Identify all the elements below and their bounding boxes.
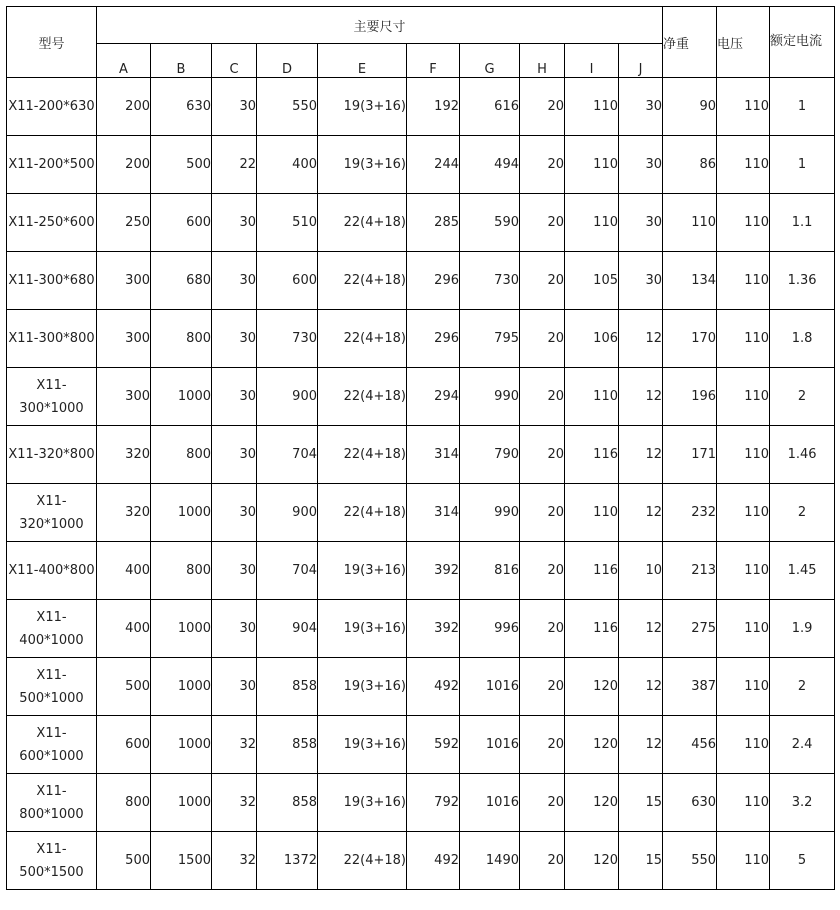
cell-current: 1 [770, 78, 835, 136]
cell-weight: 196 [663, 368, 717, 426]
cell-j: 30 [619, 78, 663, 136]
cell-h: 20 [520, 832, 565, 890]
cell-j: 12 [619, 658, 663, 716]
cell-b: 800 [151, 310, 212, 368]
cell-j: 12 [619, 716, 663, 774]
cell-f: 294 [407, 368, 460, 426]
table-row [7, 484, 835, 542]
model-cell: X11-500*1500 [7, 832, 97, 890]
cell-h: 20 [520, 426, 565, 484]
cell-e: 22(4+18) [318, 426, 407, 484]
cell-voltage: 110 [717, 716, 770, 774]
cell-g: 1016 [460, 658, 520, 716]
cell-f: 492 [407, 832, 460, 890]
table-row [7, 774, 835, 832]
cell-d: 510 [257, 194, 318, 252]
cell-j: 30 [619, 194, 663, 252]
dim-header-j: J [619, 44, 663, 78]
cell-voltage: 110 [717, 252, 770, 310]
cell-f: 314 [407, 484, 460, 542]
cell-a: 200 [97, 136, 151, 194]
cell-weight: 171 [663, 426, 717, 484]
cell-g: 1016 [460, 716, 520, 774]
cell-h: 20 [520, 194, 565, 252]
cell-h: 20 [520, 600, 565, 658]
cell-current: 2 [770, 368, 835, 426]
table-row [7, 426, 835, 484]
main-dimensions-header: 主要尺寸 [97, 7, 663, 44]
cell-j: 12 [619, 426, 663, 484]
cell-weight: 213 [663, 542, 717, 600]
cell-a: 400 [97, 542, 151, 600]
cell-g: 996 [460, 600, 520, 658]
cell-a: 300 [97, 368, 151, 426]
cell-h: 20 [520, 252, 565, 310]
cell-f: 492 [407, 658, 460, 716]
cell-b: 1500 [151, 832, 212, 890]
cell-d: 904 [257, 600, 318, 658]
cell-weight: 134 [663, 252, 717, 310]
cell-voltage: 110 [717, 310, 770, 368]
cell-e: 22(4+18) [318, 310, 407, 368]
cell-h: 20 [520, 78, 565, 136]
cell-current: 2 [770, 658, 835, 716]
cell-a: 500 [97, 832, 151, 890]
cell-d: 858 [257, 774, 318, 832]
cell-g: 816 [460, 542, 520, 600]
cell-d: 550 [257, 78, 318, 136]
cell-f: 296 [407, 252, 460, 310]
cell-g: 990 [460, 368, 520, 426]
cell-i: 120 [565, 716, 619, 774]
dim-header-g: G [460, 44, 520, 78]
cell-g: 590 [460, 194, 520, 252]
cell-current: 5 [770, 832, 835, 890]
cell-current: 1.1 [770, 194, 835, 252]
cell-j: 30 [619, 252, 663, 310]
cell-g: 795 [460, 310, 520, 368]
cell-j: 12 [619, 484, 663, 542]
cell-voltage: 110 [717, 484, 770, 542]
cell-e: 19(3+16) [318, 716, 407, 774]
cell-e: 19(3+16) [318, 78, 407, 136]
cell-a: 300 [97, 310, 151, 368]
cell-i: 110 [565, 78, 619, 136]
cell-f: 792 [407, 774, 460, 832]
cell-weight: 90 [663, 78, 717, 136]
cell-i: 120 [565, 832, 619, 890]
table-row [7, 368, 835, 426]
voltage-header: 电压 [717, 7, 770, 78]
cell-d: 1372 [257, 832, 318, 890]
cell-i: 110 [565, 484, 619, 542]
cell-i: 105 [565, 252, 619, 310]
cell-d: 900 [257, 368, 318, 426]
cell-h: 20 [520, 658, 565, 716]
cell-b: 1000 [151, 484, 212, 542]
cell-current: 1.36 [770, 252, 835, 310]
cell-g: 1490 [460, 832, 520, 890]
cell-i: 106 [565, 310, 619, 368]
cell-e: 19(3+16) [318, 136, 407, 194]
cell-b: 1000 [151, 368, 212, 426]
cell-e: 19(3+16) [318, 600, 407, 658]
cell-f: 314 [407, 426, 460, 484]
cell-e: 19(3+16) [318, 542, 407, 600]
model-cell: X11-200*630 [7, 78, 97, 136]
cell-j: 12 [619, 310, 663, 368]
cell-e: 19(3+16) [318, 774, 407, 832]
weight-header: 净重 [663, 7, 717, 78]
cell-current: 3.2 [770, 774, 835, 832]
dim-header-e: E [318, 44, 407, 78]
cell-a: 400 [97, 600, 151, 658]
cell-b: 800 [151, 426, 212, 484]
cell-i: 110 [565, 194, 619, 252]
dim-header-h: H [520, 44, 565, 78]
cell-d: 858 [257, 716, 318, 774]
cell-c: 22 [212, 136, 257, 194]
table-row [7, 194, 835, 252]
table-row [7, 600, 835, 658]
cell-h: 20 [520, 368, 565, 426]
cell-current: 1.9 [770, 600, 835, 658]
cell-j: 10 [619, 542, 663, 600]
cell-weight: 170 [663, 310, 717, 368]
table-row [7, 78, 835, 136]
cell-e: 22(4+18) [318, 368, 407, 426]
cell-i: 116 [565, 600, 619, 658]
cell-voltage: 110 [717, 600, 770, 658]
cell-f: 392 [407, 542, 460, 600]
table-row [7, 136, 835, 194]
table-row [7, 716, 835, 774]
model-header: 型号 [7, 7, 97, 78]
cell-f: 285 [407, 194, 460, 252]
cell-i: 120 [565, 774, 619, 832]
cell-a: 600 [97, 716, 151, 774]
cell-weight: 456 [663, 716, 717, 774]
cell-f: 392 [407, 600, 460, 658]
cell-a: 250 [97, 194, 151, 252]
cell-a: 800 [97, 774, 151, 832]
cell-c: 30 [212, 658, 257, 716]
cell-b: 500 [151, 136, 212, 194]
cell-b: 1000 [151, 600, 212, 658]
cell-j: 30 [619, 136, 663, 194]
cell-weight: 387 [663, 658, 717, 716]
cell-f: 244 [407, 136, 460, 194]
model-cell: X11-800*1000 [7, 774, 97, 832]
cell-voltage: 110 [717, 774, 770, 832]
cell-c: 30 [212, 194, 257, 252]
cell-d: 900 [257, 484, 318, 542]
cell-g: 790 [460, 426, 520, 484]
cell-voltage: 110 [717, 542, 770, 600]
cell-c: 32 [212, 832, 257, 890]
table-body [7, 78, 835, 890]
cell-weight: 86 [663, 136, 717, 194]
model-cell: X11-320*800 [7, 426, 97, 484]
cell-c: 30 [212, 310, 257, 368]
dim-header-i: I [565, 44, 619, 78]
dim-header-f: F [407, 44, 460, 78]
cell-b: 1000 [151, 716, 212, 774]
cell-i: 116 [565, 426, 619, 484]
table-row [7, 310, 835, 368]
cell-c: 32 [212, 716, 257, 774]
cell-a: 200 [97, 78, 151, 136]
dim-header-d: D [257, 44, 318, 78]
cell-e: 22(4+18) [318, 194, 407, 252]
current-header: 额定电流 [770, 7, 835, 78]
cell-voltage: 110 [717, 136, 770, 194]
model-cell: X11-500*1000 [7, 658, 97, 716]
cell-g: 730 [460, 252, 520, 310]
cell-b: 1000 [151, 658, 212, 716]
cell-i: 110 [565, 136, 619, 194]
spec-table [6, 6, 835, 890]
cell-current: 1.45 [770, 542, 835, 600]
cell-current: 1.8 [770, 310, 835, 368]
cell-d: 600 [257, 252, 318, 310]
cell-voltage: 110 [717, 368, 770, 426]
cell-d: 400 [257, 136, 318, 194]
cell-a: 300 [97, 252, 151, 310]
cell-j: 12 [619, 600, 663, 658]
cell-c: 30 [212, 368, 257, 426]
cell-c: 30 [212, 426, 257, 484]
cell-h: 20 [520, 484, 565, 542]
cell-voltage: 110 [717, 832, 770, 890]
cell-voltage: 110 [717, 426, 770, 484]
cell-a: 320 [97, 426, 151, 484]
model-cell: X11-250*600 [7, 194, 97, 252]
cell-e: 19(3+16) [318, 658, 407, 716]
cell-j: 15 [619, 774, 663, 832]
header-row-top [7, 7, 835, 44]
cell-voltage: 110 [717, 194, 770, 252]
cell-g: 990 [460, 484, 520, 542]
cell-j: 12 [619, 368, 663, 426]
cell-f: 592 [407, 716, 460, 774]
cell-h: 20 [520, 716, 565, 774]
cell-weight: 110 [663, 194, 717, 252]
cell-weight: 275 [663, 600, 717, 658]
dim-header-c: C [212, 44, 257, 78]
cell-voltage: 110 [717, 658, 770, 716]
cell-c: 30 [212, 542, 257, 600]
cell-h: 20 [520, 774, 565, 832]
cell-g: 494 [460, 136, 520, 194]
cell-e: 22(4+18) [318, 252, 407, 310]
cell-i: 116 [565, 542, 619, 600]
cell-f: 192 [407, 78, 460, 136]
cell-current: 1 [770, 136, 835, 194]
model-cell: X11-400*1000 [7, 600, 97, 658]
cell-current: 2.4 [770, 716, 835, 774]
cell-b: 800 [151, 542, 212, 600]
dim-header-b: B [151, 44, 212, 78]
cell-c: 30 [212, 78, 257, 136]
table-row [7, 252, 835, 310]
cell-i: 110 [565, 368, 619, 426]
cell-b: 680 [151, 252, 212, 310]
model-cell: X11-300*680 [7, 252, 97, 310]
cell-a: 500 [97, 658, 151, 716]
table-row [7, 832, 835, 890]
cell-current: 1.46 [770, 426, 835, 484]
cell-d: 704 [257, 426, 318, 484]
cell-g: 616 [460, 78, 520, 136]
model-cell: X11-300*1000 [7, 368, 97, 426]
cell-weight: 232 [663, 484, 717, 542]
cell-g: 1016 [460, 774, 520, 832]
model-cell: X11-320*1000 [7, 484, 97, 542]
cell-a: 320 [97, 484, 151, 542]
cell-c: 30 [212, 600, 257, 658]
cell-e: 22(4+18) [318, 484, 407, 542]
cell-h: 20 [520, 136, 565, 194]
cell-voltage: 110 [717, 78, 770, 136]
cell-b: 1000 [151, 774, 212, 832]
model-cell: X11-400*800 [7, 542, 97, 600]
table-row [7, 658, 835, 716]
cell-weight: 630 [663, 774, 717, 832]
cell-c: 30 [212, 252, 257, 310]
model-cell: X11-300*800 [7, 310, 97, 368]
cell-weight: 550 [663, 832, 717, 890]
cell-h: 20 [520, 310, 565, 368]
cell-current: 2 [770, 484, 835, 542]
table-row [7, 542, 835, 600]
cell-d: 730 [257, 310, 318, 368]
cell-c: 32 [212, 774, 257, 832]
cell-c: 30 [212, 484, 257, 542]
cell-d: 858 [257, 658, 318, 716]
cell-d: 704 [257, 542, 318, 600]
cell-j: 15 [619, 832, 663, 890]
cell-e: 22(4+18) [318, 832, 407, 890]
cell-b: 630 [151, 78, 212, 136]
cell-h: 20 [520, 542, 565, 600]
cell-i: 120 [565, 658, 619, 716]
cell-b: 600 [151, 194, 212, 252]
model-cell: X11-600*1000 [7, 716, 97, 774]
dim-header-a: A [97, 44, 151, 78]
model-cell: X11-200*500 [7, 136, 97, 194]
cell-f: 296 [407, 310, 460, 368]
